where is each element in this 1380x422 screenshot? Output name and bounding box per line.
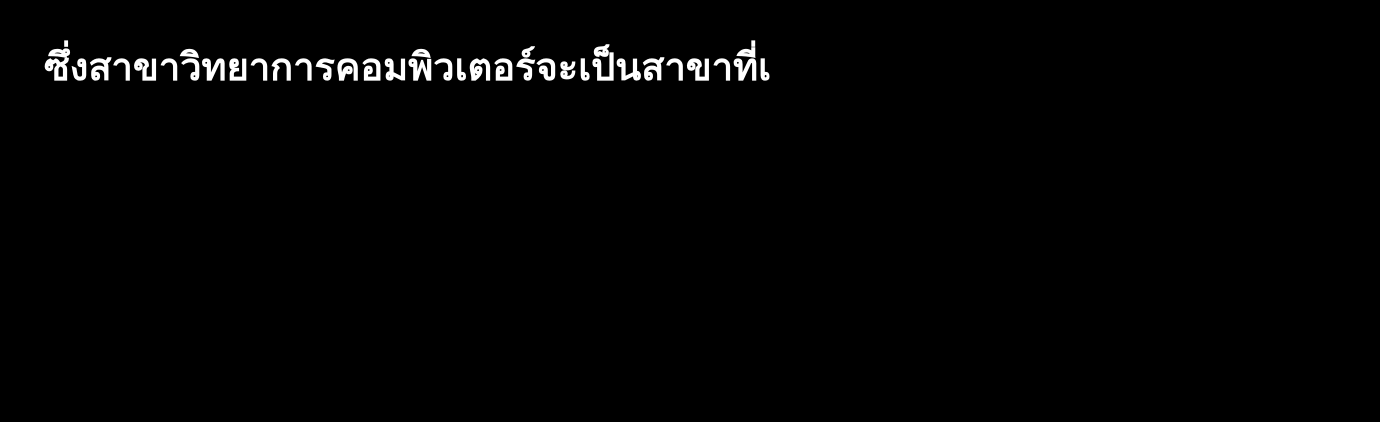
caption-text: ซึ่งสาขาวิทยาการคอมพิวเตอร์จะเป็นสาขาที่เ [44, 45, 772, 89]
